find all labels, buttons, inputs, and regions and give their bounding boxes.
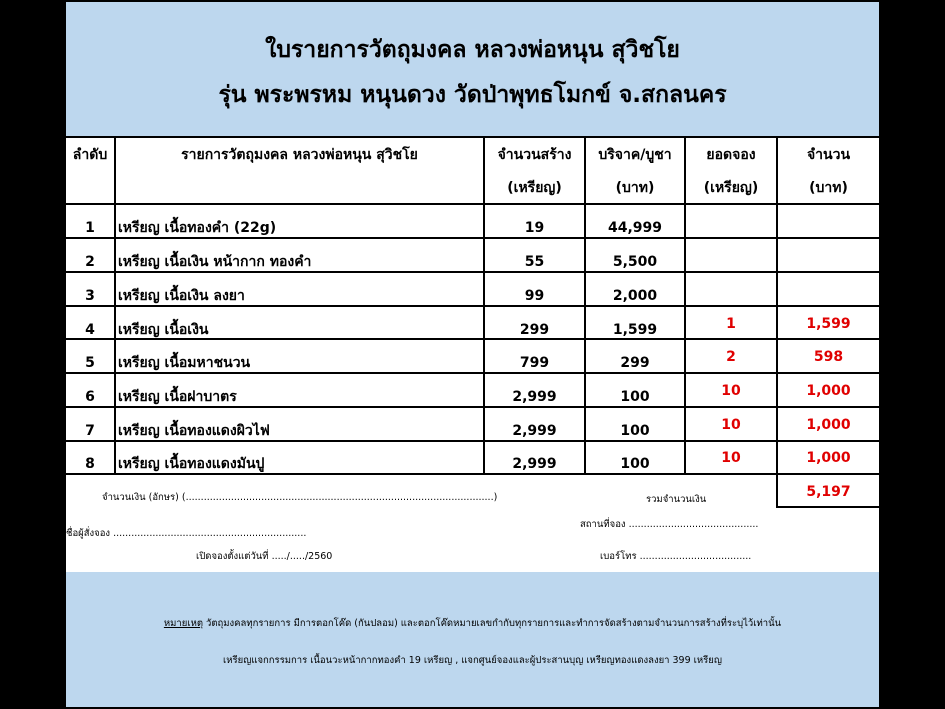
- row-amount: 1,000: [806, 383, 851, 399]
- open-date-field[interactable]: เปิดจองตั้งแต่วันที่ ...../...../2560: [196, 551, 333, 562]
- row-made: 19: [524, 220, 545, 236]
- row-item: เหรียญ เนื้อมหาชนวน: [118, 355, 251, 371]
- row-amount: 598: [813, 349, 844, 365]
- note-text-1: วัตถุมงคลทุกรายการ มีการตอกโค๊ด (กันปลอม) และตอกโค๊ดหมายเลขกำกับทุกรายการและทำการจัดสร้างตามจำนวนการสร้างที่ระบุไว้เท่านั้น: [203, 618, 782, 629]
- order-sheet: [66, 2, 879, 707]
- grid-line: [66, 203, 879, 205]
- grid-line: [66, 406, 879, 408]
- phone-field[interactable]: เบอร์โทร .....................................: [600, 551, 752, 562]
- row-made: 2,999: [512, 423, 557, 439]
- row-price: 1,599: [612, 322, 658, 338]
- amount-words-field[interactable]: จำนวนเงิน (อักษร) (......................................................................................................): [102, 492, 498, 503]
- header-amount: จำนวน: [806, 147, 851, 163]
- place-field[interactable]: สถานที่จอง ...........................................: [580, 519, 759, 530]
- order-table: [66, 136, 879, 572]
- row-amount: 1,000: [806, 450, 851, 466]
- row-price: 299: [620, 355, 650, 371]
- note-line-2: เหรียญแจกกรรมการ เนื้อนวะหน้ากากทองคำ 19 เหรียญ , แจกศูนย์จองและผู้ประสานบุญ เหรียญทองแดงลงยา 399 เหรียญ: [223, 655, 722, 666]
- header-made-unit: (เหรียญ): [507, 180, 562, 196]
- row-item: เหรียญ เนื้อเงิน ลงยา: [118, 288, 245, 304]
- row-price: 44,999: [607, 220, 663, 236]
- title-band: [66, 2, 879, 136]
- row-price: 100: [620, 456, 650, 472]
- header-no: ลำดับ: [72, 147, 108, 163]
- note-label: หมายเหตุ: [163, 618, 203, 629]
- grid-line: [66, 237, 879, 239]
- total-label: รวมจำนวนเงิน: [646, 494, 707, 505]
- row-amount: 1,599: [806, 316, 851, 332]
- grid-line: [114, 136, 116, 475]
- grid-line: [66, 473, 879, 475]
- row-booked: 2: [726, 349, 736, 365]
- total-value: 5,197: [806, 484, 851, 500]
- title-line-1: ใบรายการวัตถุมงคล หลวงพ่อหนุน สุวิชโย: [265, 37, 680, 63]
- row-price: 100: [620, 389, 650, 405]
- row-booked: 10: [721, 383, 741, 399]
- header-price-unit: (บาท): [615, 180, 655, 196]
- header-amount-unit: (บาท): [809, 180, 848, 196]
- header-price: บริจาค/บูชา: [598, 147, 672, 163]
- row-made: 55: [524, 254, 545, 270]
- row-made: 99: [524, 288, 545, 304]
- header-item: รายการวัตถุมงคล หลวงพ่อหนุน สุวิชโย: [181, 147, 418, 163]
- orderer-field[interactable]: ชื่อผู้สั่งจอง ................................................................: [66, 528, 307, 539]
- row-price: 100: [620, 423, 650, 439]
- header-booked: ยอดจอง: [706, 147, 756, 163]
- row-booked: 10: [721, 417, 741, 433]
- grid-line: [66, 440, 879, 442]
- row-item: เหรียญ เนื้อทองแดงมันปู: [118, 456, 265, 472]
- grid-line: [66, 271, 879, 273]
- header-made: จำนวนสร้าง: [497, 147, 572, 163]
- row-no: 2: [85, 254, 95, 270]
- row-made: 299: [519, 322, 550, 338]
- row-no: 5: [85, 355, 95, 371]
- note-band: [66, 572, 879, 707]
- row-item: เหรียญ เนื้อทองคำ (22g): [118, 220, 277, 236]
- row-no: 3: [85, 288, 95, 304]
- grid-line: [66, 136, 879, 138]
- title-line-2: รุ่น พระพรหม หนุนดวง วัดป่าพุทธโมกข์ จ.สกลนคร: [218, 82, 727, 108]
- row-made: 799: [519, 355, 550, 371]
- row-amount: 1,000: [806, 417, 851, 433]
- row-item: เหรียญ เนื้อฝาบาตร: [118, 389, 237, 405]
- note-line-1: [66, 616, 879, 631]
- row-no: 6: [85, 389, 95, 405]
- grid-line: [66, 305, 879, 307]
- row-made: 2,999: [512, 456, 557, 472]
- grid-line: [776, 506, 879, 508]
- row-item: เหรียญ เนื้อเงิน หน้ากาก ทองคำ: [118, 254, 312, 270]
- row-no: 4: [85, 322, 95, 338]
- row-price: 5,500: [612, 254, 658, 270]
- row-item: เหรียญ เนื้อเงิน: [118, 322, 209, 338]
- row-price: 2,000: [612, 288, 658, 304]
- row-item: เหรียญ เนื้อทองแดงผิวไฟ: [118, 423, 270, 439]
- grid-line: [66, 372, 879, 374]
- row-no: 1: [85, 220, 95, 236]
- row-no: 8: [85, 456, 95, 472]
- row-booked: 1: [726, 316, 736, 332]
- header-booked-unit: (เหรียญ): [703, 180, 759, 196]
- row-made: 2,999: [512, 389, 557, 405]
- row-booked: 10: [721, 450, 741, 466]
- row-no: 7: [85, 423, 95, 439]
